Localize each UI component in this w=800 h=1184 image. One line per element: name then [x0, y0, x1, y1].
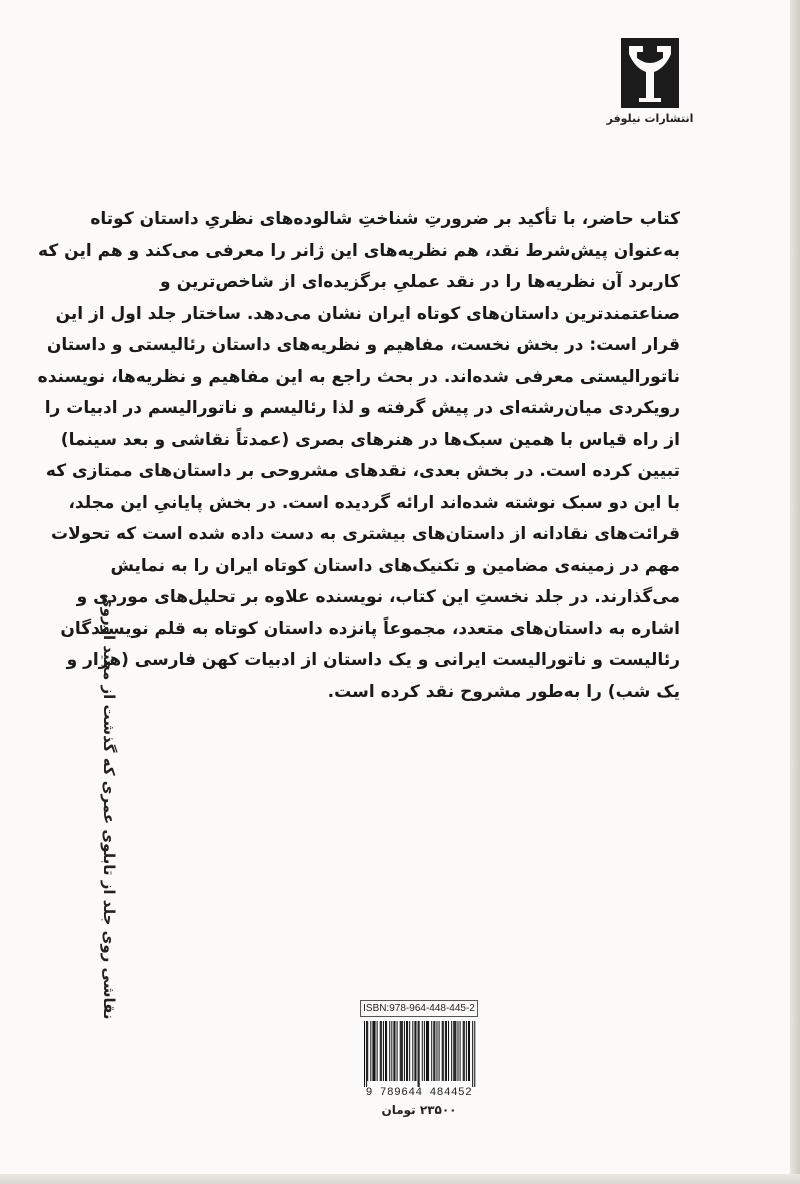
- barcode-bar: [469, 1021, 470, 1081]
- barcode-bar: [391, 1021, 392, 1081]
- barcode-bar: [394, 1021, 395, 1081]
- barcode-bar: [381, 1021, 382, 1081]
- barcode-bar: [409, 1021, 410, 1081]
- blurb-line: رویکردی میان‌رشته‌ای در پیش گرفته و لذا رئالیسم و ناتورالیسم در ادبیات را: [44, 398, 680, 418]
- barcode-bar: [370, 1021, 371, 1081]
- barcode-bar: [446, 1021, 447, 1081]
- barcode-bar: [453, 1021, 454, 1081]
- barcode-digits: 9 789644 484452: [365, 1087, 473, 1099]
- blurb-line: تبیین کرده است. در بخش بعدی، نقدهای مشروحی بر داستان‌های ممتازی که: [45, 461, 680, 481]
- blurb-line: کتاب حاضر، با تأکید بر ضرورتِ شناختِ شالوده‌های نظریِ داستان کوتاه: [90, 209, 680, 229]
- blurb-line: کاربرد آن نظریه‌ها را در نقد عملیِ برگزیده‌ای از شاخص‌ترین و: [160, 272, 680, 292]
- blurb-line: قرائت‌های نقادانه از داستان‌های بیشتری به دست داده شده است که تحولات: [51, 524, 680, 544]
- barcode-bar: [463, 1021, 464, 1081]
- page-edge-bottom: [0, 1174, 800, 1184]
- publisher-block: [606, 38, 694, 125]
- cover-art-credit: نقاشی روی جلد از تابلوی عمری که گذشت از مجید اوروی: [100, 594, 118, 1020]
- blurb-line: به‌عنوان پیش‌شرط نقد، هم نظریه‌های این ژانر را معرفی می‌کند و هم این که: [38, 240, 680, 261]
- barcode-bar: [426, 1021, 427, 1081]
- barcode-bar: [431, 1021, 432, 1081]
- barcode-bar: [422, 1021, 423, 1081]
- barcode-bar: [419, 1021, 420, 1087]
- barcode-bar: [455, 1021, 456, 1081]
- barcode-bar: [433, 1021, 434, 1081]
- publisher-logo: [621, 38, 679, 108]
- barcode-bar: [418, 1021, 419, 1087]
- barcode-bar: [373, 1021, 374, 1081]
- barcode-bar: [372, 1021, 373, 1081]
- blurb-line: می‌گذارند. در جلد نخستِ این کتاب، نویسنده علاوه بر تحلیل‌های موردی و: [76, 587, 680, 607]
- barcode-bar: [402, 1021, 403, 1081]
- lotus-logo-icon: [621, 38, 679, 108]
- barcode-bar: [377, 1021, 378, 1081]
- barcode-bar: [451, 1021, 452, 1081]
- barcode-bar: [385, 1021, 386, 1081]
- barcode-bar: [400, 1021, 401, 1081]
- barcode-bar: [439, 1021, 440, 1081]
- barcode-bar: [412, 1021, 413, 1081]
- barcode-bar: [474, 1021, 475, 1087]
- barcode-bar: [457, 1021, 458, 1081]
- publisher-name: انتشارات نیلوفر: [606, 112, 694, 125]
- barcode-bar: [427, 1021, 428, 1081]
- blurb-line: اشاره به داستان‌های متعدد، مجموعاً پانزده داستان کوتاه به قلم نویسندگان: [60, 618, 680, 639]
- barcode-bar: [406, 1021, 407, 1081]
- barcode-bar: [380, 1021, 381, 1081]
- barcode-bar: [366, 1021, 367, 1087]
- barcode-bar: [472, 1021, 473, 1087]
- barcode-bar: [407, 1021, 408, 1081]
- barcode-bar: [393, 1021, 394, 1081]
- blurb-text: [37, 204, 680, 708]
- barcode-bar: [375, 1021, 376, 1081]
- barcode-bar: [443, 1021, 444, 1081]
- barcode-bar: [468, 1021, 469, 1081]
- barcode-bar: [428, 1021, 429, 1081]
- barcode-bar: [448, 1021, 449, 1081]
- barcode-bar: [434, 1021, 435, 1081]
- barcode-bar: [404, 1021, 405, 1081]
- blurb-line: صناعتمندترین داستان‌های کوتاه ایران نشان می‌دهد. ساختار جلد اول از این: [55, 303, 680, 324]
- blurb-line: مهم در زمینه‌ی مضامین و تکنیک‌های داستان کوتاه ایران را به نمایش: [110, 555, 680, 576]
- blurb-line: با این دو سبک نوشته شده‌اند ارائه گردیده است. در بخش پایانیِ این مجلد،: [68, 492, 680, 513]
- barcode-bar: [464, 1021, 465, 1081]
- barcode-bar: [397, 1021, 398, 1081]
- barcode-block: [360, 1000, 478, 1117]
- barcode-bar: [386, 1021, 387, 1081]
- barcode-bar: [442, 1021, 443, 1081]
- barcode-bar: [454, 1021, 455, 1081]
- blurb-line: یک شب) را به‌طور مشروح نقد کرده است.: [327, 681, 680, 702]
- barcode-bar: [424, 1021, 425, 1081]
- barcode-bar: [364, 1021, 365, 1087]
- barcode-bar: [415, 1021, 416, 1081]
- barcode-bar: [460, 1021, 461, 1081]
- blurb-line: قرار است: در بخش نخست، مفاهیم و نظریه‌های داستان رئالیستی و داستان: [46, 335, 680, 355]
- blurb-line: از راه قیاس با همین سبک‌ها در هنرهای بصری (عمدتاً نقاشی و بعد سینما): [60, 429, 680, 450]
- price-label: ۲۳۵۰۰ تومان: [381, 1103, 457, 1117]
- barcode-bar: [383, 1021, 384, 1081]
- barcode-bar: [445, 1021, 446, 1081]
- isbn-label: ISBN:978-964-448-445-2: [360, 1000, 478, 1017]
- barcode-bar: [389, 1021, 390, 1081]
- barcode-bar: [401, 1021, 402, 1081]
- barcode-bar: [367, 1021, 368, 1081]
- blurb-line: ناتورالیستی معرفی شده‌اند. در بحث راجع به این مفاهیم و نظریه‌ها، نویسنده: [37, 366, 680, 387]
- barcode-bar: [414, 1021, 415, 1081]
- page-edge-right: [790, 0, 800, 1184]
- barcode-bar: [466, 1021, 467, 1081]
- barcode-icon: [360, 1019, 478, 1089]
- barcode-bar: [436, 1021, 437, 1081]
- blurb-line: رئالیست و ناتورالیست ایرانی و یک داستان از ادبیات کهن فارسی (هزار و: [66, 650, 680, 670]
